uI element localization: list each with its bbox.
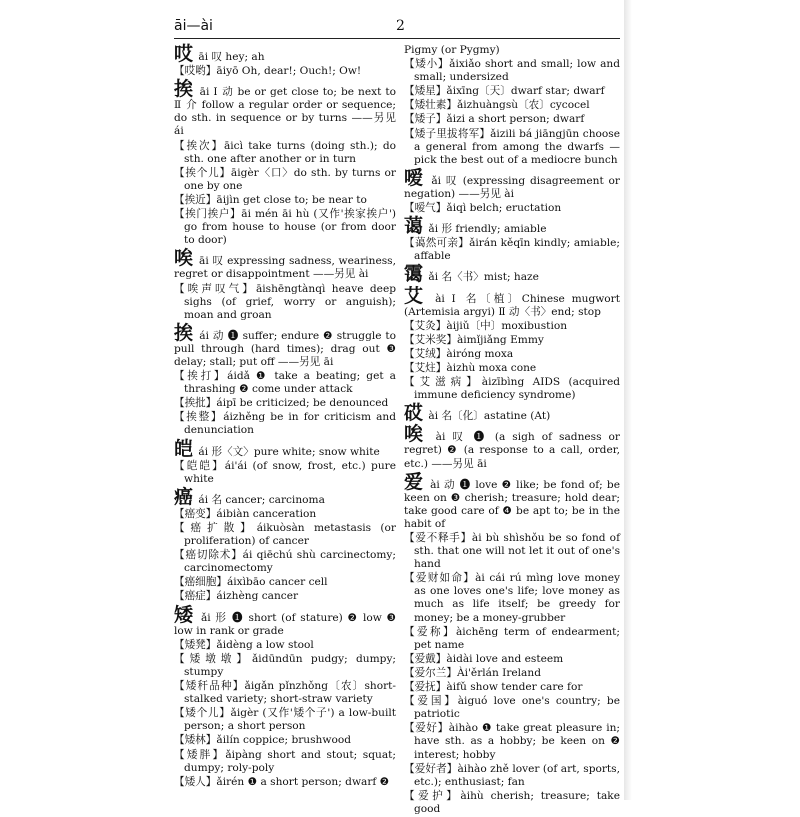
dictionary-entry: 【矮壮素】ǎizhuàngsù〔农〕cycocel — [404, 99, 590, 112]
headword: 唉 — [174, 247, 194, 270]
dictionary-entry: 【矮小】ǎixiǎo short and small; low and small; undersized — [404, 58, 620, 84]
dictionary-entry: 【爱国】àiguó love one's country; be patriotic — [404, 695, 620, 721]
dictionary-entry: 【爱不释手】ài bù shìshǒu be so fond of sth. that one will not let it out of one's hand — [404, 532, 620, 571]
headword: 唉 — [404, 423, 427, 446]
headword: 癌 — [174, 485, 194, 508]
headword: 艾 — [404, 284, 427, 307]
headword: 矮 — [174, 603, 195, 626]
dictionary-entry: 【矮子里拔将军】ǎizili bá jiāngjūn choose a general from among the dwarfs — pick the best out of a mediocre bunch — [404, 127, 620, 166]
dictionary-entry: 矮 ǎi 形 ❶ short (of stature) ❷ low ❸ low in rank or grade — [174, 603, 396, 637]
dictionary-entry: 挨 ái 动 ❶ suffer; endure ❷ struggle to pull through (hard times); drag out ❸ delay; stall; put off ——另见 āi — [174, 321, 396, 368]
dictionary-entry: 【矮人】ǎirén ❶ a short person; dwarf ❷ — [174, 775, 390, 788]
dictionary-entry: 【爱财如命】ài cái rú mìng love money as one loves one's life; love money as much as life itself; be greedy for money; be a money-grubber — [404, 572, 620, 624]
dictionary-entry: Pigmy (or Pygmy) — [404, 44, 500, 56]
page-number: 2 — [396, 18, 405, 34]
dictionary-entry: 【艾米奖】àimǐjiǎng Emmy — [404, 333, 544, 346]
dictionary-entry: 挨 āi Ⅰ 动 be or get close to; be next to Ⅱ 介 follow a regular order or sequence; do sth. in sequence or by turns ——另见 ái — [174, 78, 396, 138]
dictionary-entry: 【挨个儿】āigèr〈口〉do sth. by turns or one by one — [174, 166, 396, 192]
dictionary-entry: 【癌细胞】áixìbāo cancer cell — [174, 576, 328, 589]
dictionary-entry: 【矮凳】ǎidèng a low stool — [174, 638, 314, 651]
dictionary-entry: 【爱护】àihù cherish; treasure; take good — [404, 789, 620, 815]
dictionary-entry: 【艾滋病】àizībìng AIDS (acquired immune deficiency syndrome) — [404, 376, 620, 402]
dictionary-entry: 【矮林】ǎilín coppice; brushwood — [174, 734, 351, 747]
dictionary-entry: 霭 ǎi 名〈书〉mist; haze — [404, 263, 539, 286]
headword: 砹 — [404, 402, 424, 425]
left-column — [174, 44, 396, 790]
dictionary-entry: 【爱好】àihào ❶ take great pleasure in; have sth. as a hobby; be keen on ❷ interest; hobby — [404, 722, 620, 761]
dictionary-entry: 【癌切除术】ái qiēchú shù carcinectomy; carcinomectomy — [174, 549, 396, 575]
page-header — [174, 18, 800, 38]
dictionary-entry: 【爱称】àichēng term of endearment; pet name — [404, 625, 620, 651]
headword: 挨 — [174, 321, 194, 344]
dictionary-entry: 【爱尔兰】Ài'ěrlán Ireland — [404, 666, 541, 679]
dictionary-entry: 【艾炷】àizhù moxa cone — [404, 361, 537, 374]
dictionary-entry: 【爱戴】àidài love and esteem — [404, 652, 564, 665]
dictionary-entry: 【皑皑】ái'ái (of snow, frost, etc.) pure white — [174, 459, 396, 485]
headword: 嗳 — [404, 166, 425, 189]
dictionary-entry: 皑 ái 形〈文〉pure white; snow white — [174, 437, 380, 460]
dictionary-entry: 【挨门挨户】āi mén āi hù (又作'挨家挨户') go from house to house (or from door to door) — [174, 208, 396, 247]
dictionary-entry: 【癌变】áibiàn canceration — [174, 507, 317, 520]
dictionary-entry: 嗳 ǎi 叹 (expressing disagreement or negation) ——另见 ài — [404, 166, 620, 200]
dictionary-entry: 【矮个儿】ǎigèr (又作'矮个子') a low-built person; a short person — [174, 707, 396, 733]
dictionary-entry: 唉 āi 叹 expressing sadness, weariness, regret or disappointment ——另见 ài — [174, 247, 396, 281]
page-edge-shadow — [624, 0, 632, 800]
dictionary-entry: 【挨打】áidǎ ❶ take a beating; get a thrashing ❷ come under attack — [174, 370, 396, 396]
dictionary-entry: 【嗳气】ǎiqì belch; eructation — [404, 202, 562, 215]
dictionary-entry: 唉 ài 叹 ❶ (a sigh of sadness or regret) ❷ (a response to a call, order, etc.) ——另见 āi — [404, 423, 620, 470]
dictionary-entry: 【艾绒】àiróng moxa — [404, 347, 514, 360]
dictionary-entry: 【癌扩散】áikuòsàn metastasis (or proliferation) of cancer — [174, 522, 396, 548]
dictionary-entry: 【挨次】āicì take turns (doing sth.); do sth. one after another or in turn — [174, 139, 396, 165]
dictionary-entry: 【挨批】áipī be criticized; be denounced — [174, 397, 389, 410]
dictionary-entry: 砹 ài 名〔化〕astatine (At) — [404, 402, 551, 425]
headword: 霭 — [404, 263, 424, 286]
dictionary-entry: 【挨整】áizhěng be in for criticism and denunciation — [174, 411, 396, 437]
headword: 蔼 — [404, 215, 424, 238]
dictionary-entry: 【爱好者】àihào zhě lover (of art, sports, etc.); enthusiast; fan — [404, 762, 620, 788]
header-rule — [174, 38, 620, 39]
header-range: āi—ài — [174, 18, 213, 34]
dictionary-entry: 蔼 ǎi 形 friendly; amiable — [404, 215, 547, 238]
dictionary-entry: 【矮星】ǎixīng〔天〕dwarf star; dwarf — [404, 85, 605, 98]
dictionary-entry: 【挨近】āijìn get close to; be near to — [174, 193, 367, 206]
dictionary-entry: 【艾灸】àijiǔ〔中〕moxibustion — [404, 319, 568, 332]
dictionary-entry: 【爱抚】àifǔ show tender care for — [404, 681, 583, 694]
headword: 哎 — [174, 43, 194, 65]
right-column — [404, 44, 620, 817]
dictionary-entry: 爱 ài 动 ❶ love ❷ like; be fond of; be keen on ❸ cherish; treasure; hold dear; take good care of ❹ be apt to; be in the habit of — [404, 470, 620, 530]
headword: 皑 — [174, 437, 194, 460]
dictionary-entry: 癌 ái 名 cancer; carcinoma — [174, 485, 325, 508]
dictionary-entry: 【矮子】ǎizi a short person; dwarf — [404, 113, 585, 126]
headword: 爱 — [404, 470, 424, 493]
dictionary-entry: 艾 ài Ⅰ 名〔植〕Chinese mugwort (Artemisia argyi) Ⅱ 动〈书〉end; stop — [404, 284, 620, 318]
dictionary-entry: 【蔼然可亲】ǎirán kěqīn kindly; amiable; affable — [404, 237, 620, 263]
dictionary-entry: 【哎哟】āiyō Oh, dear!; Ouch!; Ow! — [174, 65, 362, 78]
dictionary-entry: 【矮墩墩】ǎidūndūn pudgy; dumpy; stumpy — [174, 652, 396, 678]
dictionary-entry: 【癌症】áizhèng cancer — [174, 590, 299, 603]
headword: 挨 — [174, 78, 194, 101]
dictionary-entry: 【唉声叹气】āishēngtànqì heave deep sighs (of grief, worry or anguish); moan and groan — [174, 282, 396, 321]
dictionary-entry: 【矮胖】ǎipàng short and stout; squat; dumpy; roly-poly — [174, 748, 396, 774]
dictionary-entry: 【矮秆品种】ǎigǎn pǐnzhǒng〔农〕short-stalked variety; short-straw variety — [174, 680, 396, 706]
dictionary-entry: 哎 āi 叹 hey; ah — [174, 43, 265, 65]
